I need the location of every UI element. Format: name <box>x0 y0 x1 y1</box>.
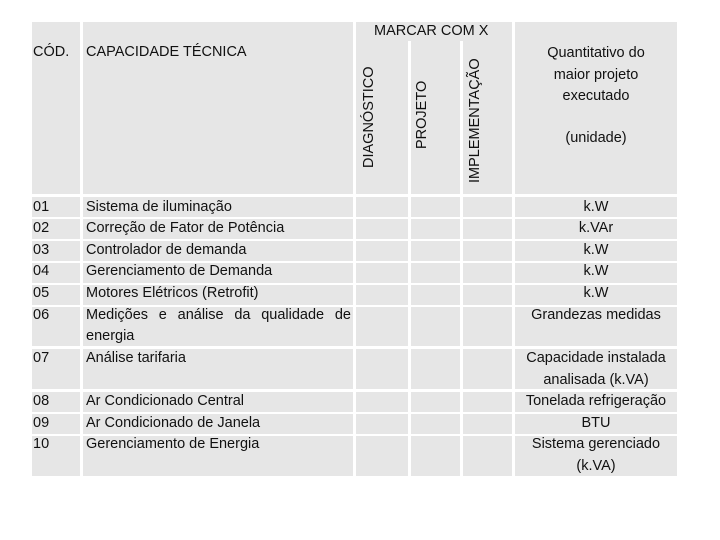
diagnostico-header: DIAGNÓSTICO <box>361 66 377 168</box>
unit-cell: k.VAr <box>578 220 614 236</box>
quantity-header-line: Quantitativo do <box>547 45 645 61</box>
capacity-cell: Controlador de demanda <box>86 242 247 258</box>
implementacao-header: IMPLEMENTAÇÃO <box>467 58 483 183</box>
capacity-cell: Análise tarifaria <box>86 350 186 366</box>
column-divider <box>353 22 356 478</box>
unit-cell: analisada (k.VA) <box>543 372 649 388</box>
quantity-header <box>515 43 677 108</box>
capacity-cell: Gerenciamento de Demanda <box>86 263 273 279</box>
quantity-header-line: maior projeto <box>553 66 639 83</box>
unit-cell: Capacidade instalada <box>526 350 666 366</box>
code-cell: 01 <box>33 199 50 215</box>
capacity-cell: Ar Condicionado Central <box>86 393 244 409</box>
capacity-cell: Motores Elétricos (Retrofit) <box>86 285 259 301</box>
capacity-cell: Gerenciamento de Energia <box>86 436 260 452</box>
code-cell: 05 <box>33 285 50 301</box>
unit-cell: Grandezas medidas <box>531 307 661 323</box>
unit-cell: k.W <box>583 263 609 279</box>
capacity-cell: Medições e análise da qualidade de <box>86 307 351 323</box>
unit-cell: Sistema gerenciado <box>531 436 661 452</box>
capacity-cell: Sistema de iluminação <box>86 199 232 215</box>
column-divider <box>408 41 411 478</box>
code-cell: 09 <box>33 415 50 431</box>
code-cell: 10 <box>33 436 50 452</box>
unit-cell: k.W <box>583 199 609 215</box>
capacity-cell: Ar Condicionado de Janela <box>86 415 261 431</box>
quantity-header-line: executado <box>562 88 630 105</box>
quantity-unit-header: (unidade) <box>565 130 627 146</box>
capacity-header: CAPACIDADE TÉCNICA <box>86 44 247 60</box>
column-divider <box>460 41 463 478</box>
capacity-cell: energia <box>86 328 135 344</box>
code-cell: 08 <box>33 393 50 409</box>
mark-header: MARCAR COM X <box>374 23 489 39</box>
unit-cell: Tonelada refrigeração <box>525 393 667 409</box>
code-cell: 07 <box>33 350 50 366</box>
code-header: CÓD. <box>33 44 70 60</box>
unit-cell: BTU <box>581 415 611 431</box>
unit-cell: (k.VA) <box>576 458 616 474</box>
code-cell: 02 <box>33 220 50 236</box>
capacity-cell: Correção de Fator de Potência <box>86 220 285 236</box>
code-cell: 03 <box>33 242 50 258</box>
projeto-header: PROJETO <box>414 80 430 149</box>
code-cell: 04 <box>33 263 50 279</box>
unit-cell: k.W <box>583 242 609 258</box>
column-divider <box>80 22 83 478</box>
unit-cell: k.W <box>583 285 609 301</box>
code-cell: 06 <box>33 307 50 323</box>
